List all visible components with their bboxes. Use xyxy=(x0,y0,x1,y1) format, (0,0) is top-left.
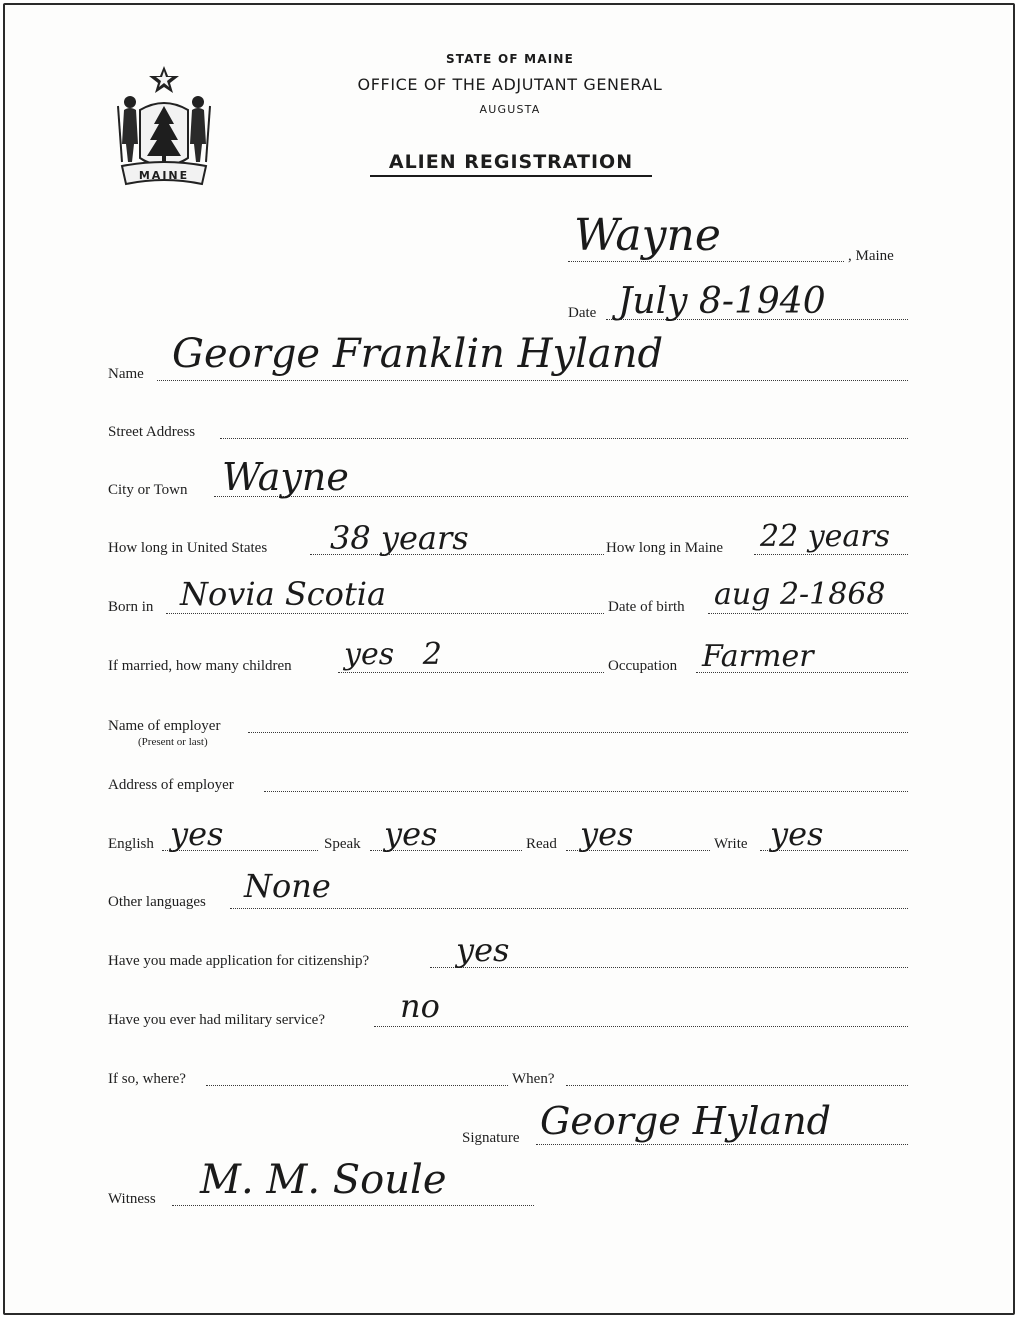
english-value: yes xyxy=(170,815,224,853)
name-label: Name xyxy=(108,366,144,382)
witness-label: Witness xyxy=(108,1191,156,1207)
how-long-maine-label: How long in Maine xyxy=(606,540,724,556)
date-value: July 8-1940 xyxy=(618,281,826,322)
married-children-label: If married, how many children xyxy=(108,658,292,674)
how-long-maine-line xyxy=(754,554,908,555)
if-so-where-line xyxy=(206,1085,508,1086)
how-long-us-value: 38 years xyxy=(330,519,469,557)
other-languages-value: None xyxy=(244,867,331,905)
street-address-label: Street Address xyxy=(108,424,196,440)
header-city: AUGUSTA xyxy=(479,103,541,116)
speak-value: yes xyxy=(384,815,438,853)
write-value: yes xyxy=(770,815,824,853)
citizenship-value: yes xyxy=(456,931,510,969)
military-value: no xyxy=(400,987,440,1025)
if-so-where-label: If so, where? xyxy=(108,1071,186,1087)
military-label: Have you ever had military service? xyxy=(108,1012,325,1028)
english-label: English xyxy=(108,836,154,852)
town-line xyxy=(568,261,844,262)
city-label: City or Town xyxy=(108,482,188,498)
maine-suffix-label: , Maine xyxy=(848,248,894,264)
header-state: STATE OF MAINE xyxy=(445,52,575,66)
date-of-birth-value: aug 2-1868 xyxy=(714,577,886,612)
date-of-birth-label: Date of birth xyxy=(608,599,685,615)
how-long-us-label: How long in United States xyxy=(108,540,268,556)
citizenship-label: Have you made application for citizenship? xyxy=(108,953,370,969)
witness-value: M. M. Soule xyxy=(200,1157,447,1203)
city-value: Wayne xyxy=(222,455,349,499)
employer-note: (Present or last) xyxy=(138,736,208,748)
read-value: yes xyxy=(580,815,634,853)
born-in-line xyxy=(166,613,604,614)
when-line xyxy=(566,1085,908,1086)
married-children-line xyxy=(338,672,604,673)
military-line xyxy=(374,1026,908,1027)
state-seal-logo xyxy=(110,62,218,190)
signature-label: Signature xyxy=(462,1130,520,1146)
born-in-label: Born in xyxy=(108,599,154,615)
date-of-birth-line xyxy=(708,613,908,614)
other-languages-line xyxy=(230,908,908,909)
employer-address-label: Address of employer xyxy=(108,777,234,793)
employer-name-label: Name of employer xyxy=(108,718,221,734)
write-label: Write xyxy=(714,836,748,852)
street-address-line xyxy=(220,438,908,439)
date-label: Date xyxy=(568,305,597,321)
employer-name-line xyxy=(248,732,908,733)
when-label: When? xyxy=(512,1071,555,1087)
signature-value: George Hyland xyxy=(540,1099,831,1143)
name-value: George Franklin Hyland xyxy=(172,331,664,377)
speak-label: Speak xyxy=(324,836,361,852)
read-label: Read xyxy=(526,836,557,852)
married-children-value: yes 2 xyxy=(344,637,442,672)
svg-text:MAINE: MAINE xyxy=(138,169,190,182)
how-long-maine-value: 22 years xyxy=(760,519,891,554)
form-title: ALIEN REGISTRATION xyxy=(370,151,652,177)
occupation-label: Occupation xyxy=(608,658,678,674)
header-office: OFFICE OF THE ADJUTANT GENERAL xyxy=(357,75,663,94)
witness-line xyxy=(172,1205,534,1206)
occupation-value: Farmer xyxy=(702,639,814,674)
town-value: Wayne xyxy=(574,210,721,261)
employer-address-line xyxy=(264,791,908,792)
born-in-value: Novia Scotia xyxy=(180,575,387,613)
name-line xyxy=(157,380,908,381)
other-languages-label: Other languages xyxy=(108,894,206,910)
signature-line xyxy=(536,1144,908,1145)
